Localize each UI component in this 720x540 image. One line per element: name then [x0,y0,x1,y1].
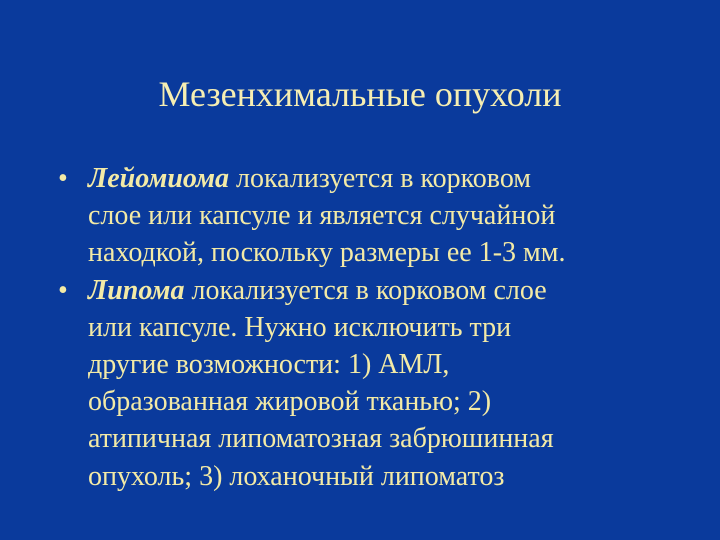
slide-title: Мезенхимальные опухоли [158,74,562,114]
bullet-line: находкой, поскольку размеры ее 1-3 мм. [88,237,566,269]
bullet-marker: • [58,163,68,194]
bullet-line: опухоль; 3) лоханочный липоматоз [88,460,505,492]
bullet-line [88,160,708,197]
term-leiomyoma: Лейомиома [88,163,230,194]
bullet-item-leiomyoma [58,160,708,272]
bullet-marker: • [58,274,68,306]
bullet-line: или капсуле. Нужно исключить три [88,311,512,343]
bullet-list [58,160,708,495]
bullet-line: образованная жировой тканью; 2) [88,386,492,418]
bullet-line: атипичная липоматозная забрюшинная [88,423,554,455]
bullet-line [88,272,708,309]
bullet-text: локализуется в корковом [229,163,532,194]
bullet-text: локализуется в корковом слое [184,274,547,306]
bullet-line: другие возможности: 1) АМЛ, [88,349,450,381]
bullet-line: слое или капсуле и является случайной [88,200,556,232]
bullet-item-lipoma [58,272,708,495]
term-lipoma: Липома [88,274,185,306]
